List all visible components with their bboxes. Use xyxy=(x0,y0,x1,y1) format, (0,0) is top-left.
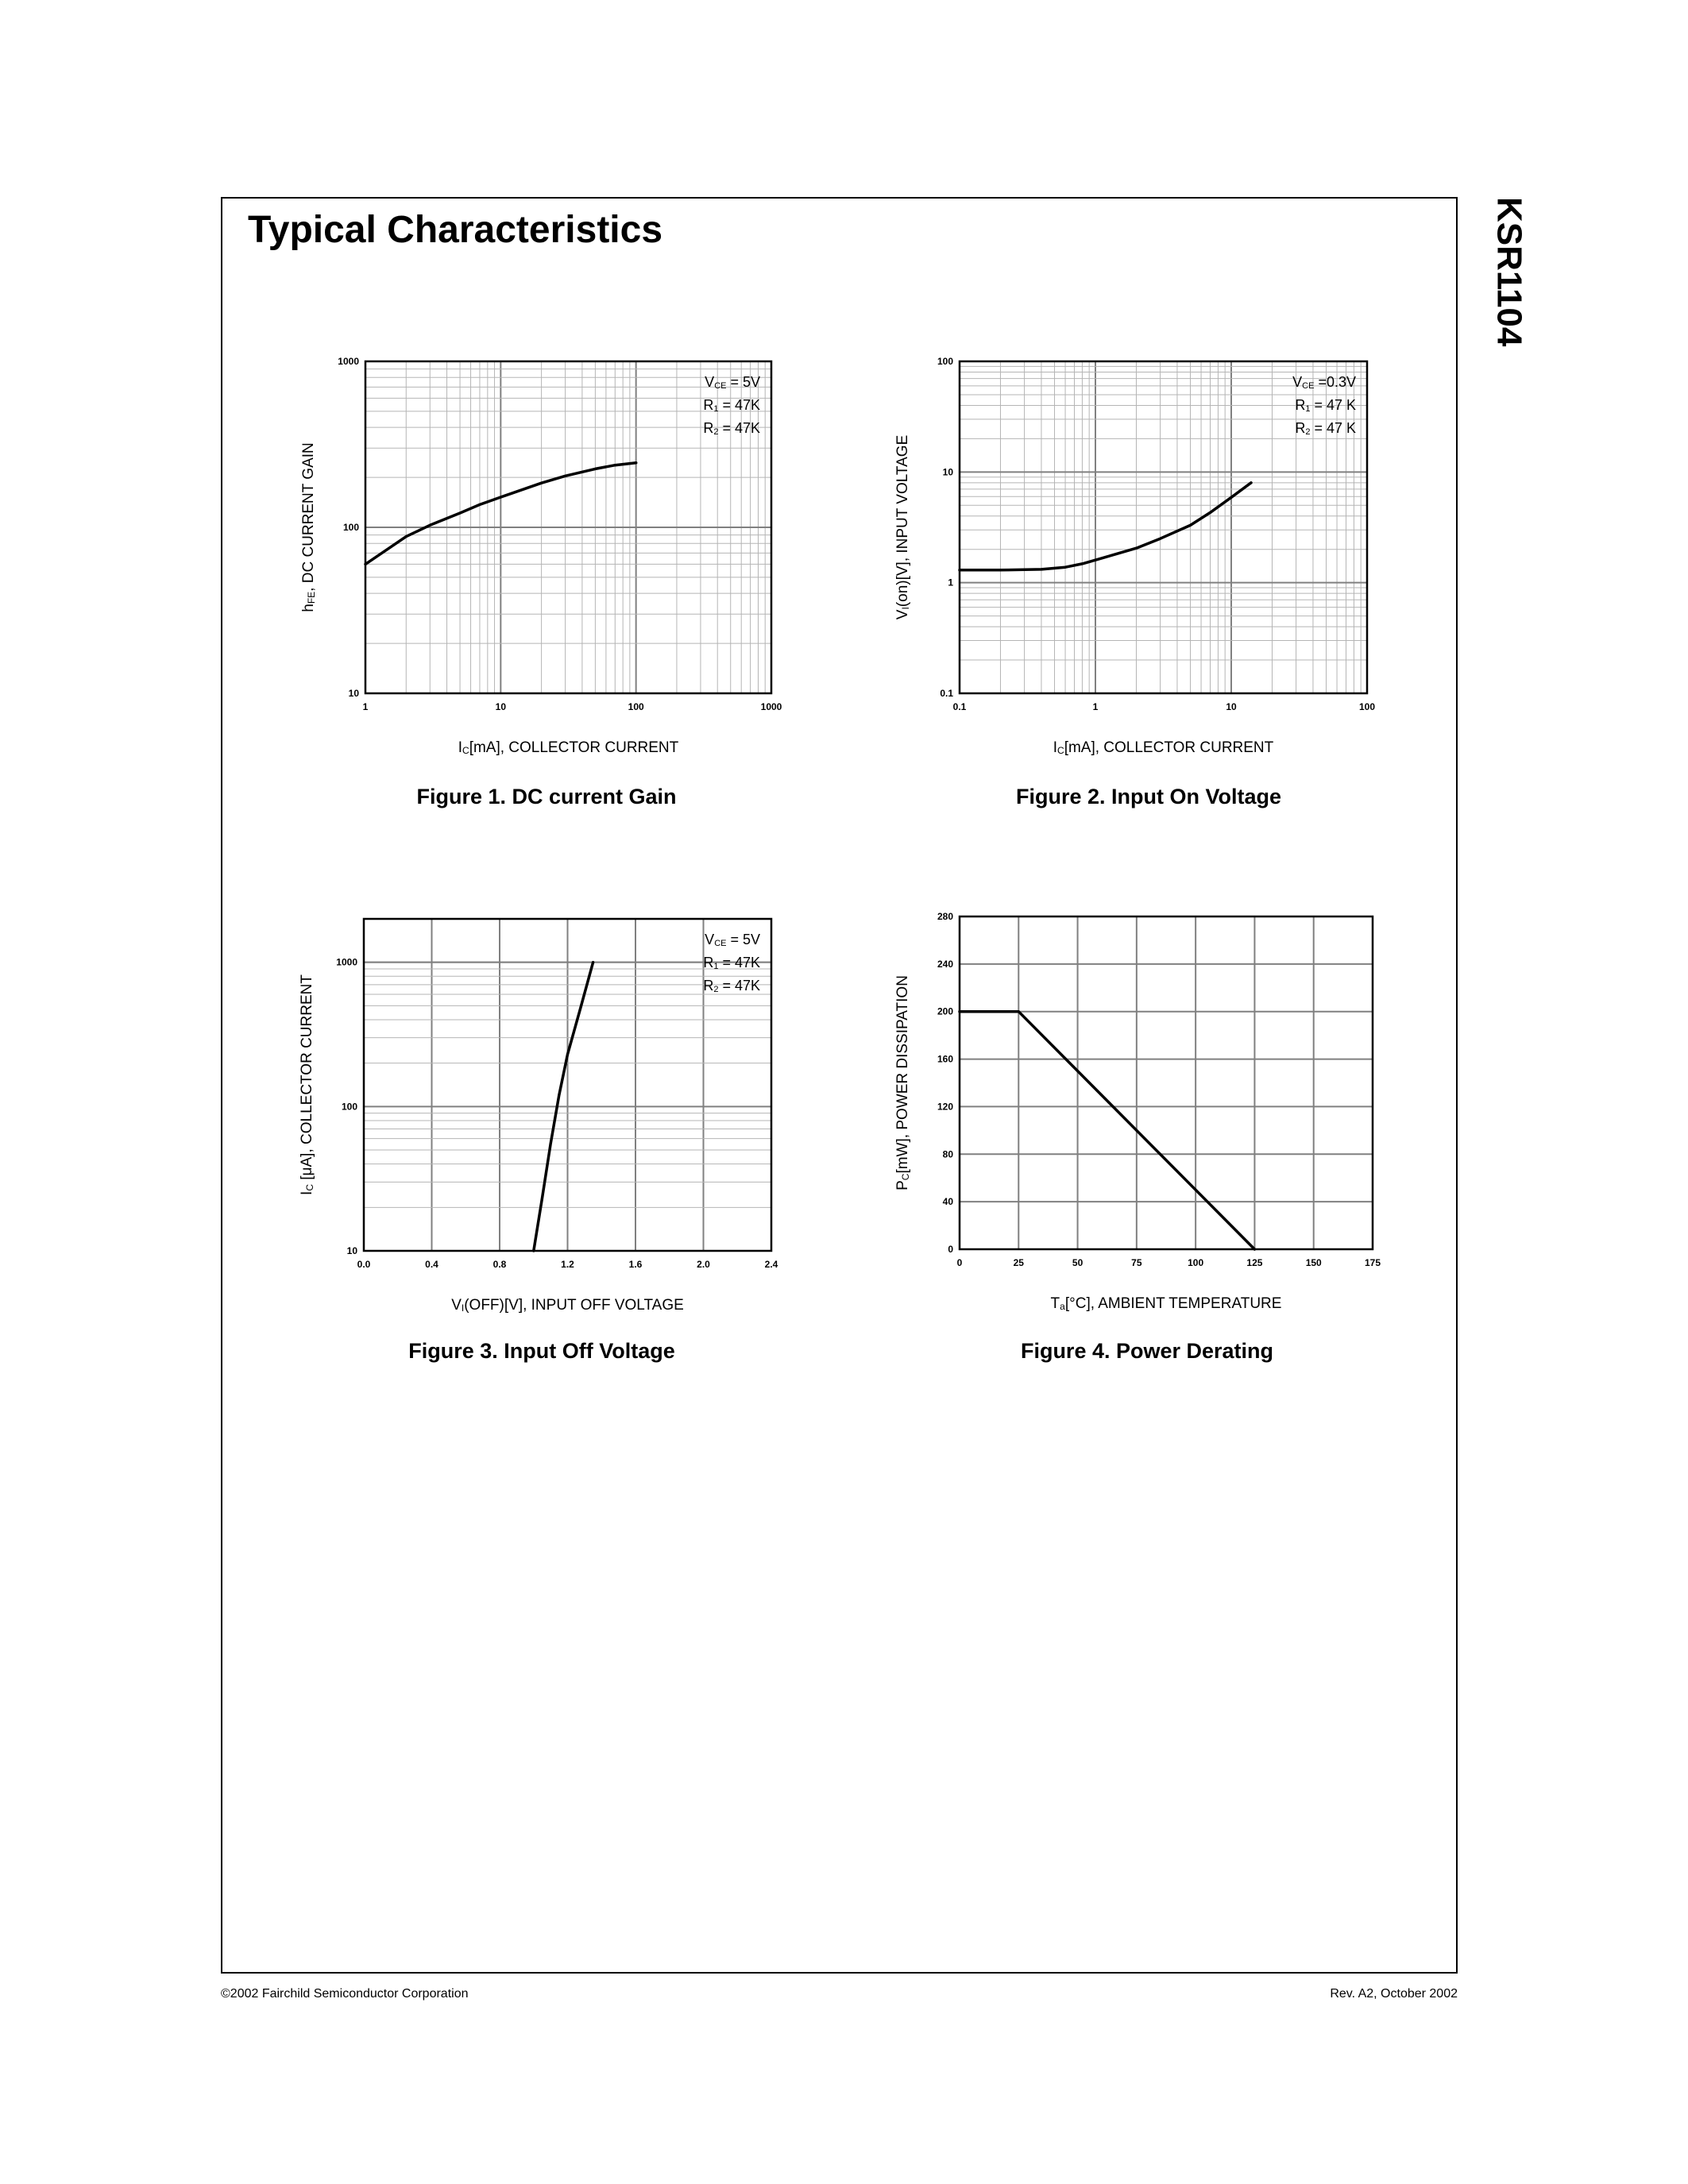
y-axis-label: PC[mW], POWER DISSIPATION xyxy=(894,975,912,1190)
figure-caption-3: Figure 3. Input Off Voltage xyxy=(408,1339,675,1363)
x-axis-label: VI(OFF)[V], INPUT OFF VOLTAGE xyxy=(451,1297,684,1314)
footer-copyright: ©2002 Fairchild Semiconductor Corporation xyxy=(221,1987,469,2001)
y-tick-label: 10 xyxy=(346,1245,357,1256)
page-title: Typical Characteristics xyxy=(248,209,663,251)
x-tick-label: 50 xyxy=(1072,1257,1083,1268)
x-tick-label: 0 xyxy=(956,1257,963,1268)
y-tick-label: 0.1 xyxy=(940,688,953,699)
chart-4 xyxy=(894,911,1381,1312)
y-tick-label: 100 xyxy=(342,522,359,533)
y-tick-label: 10 xyxy=(348,688,359,699)
x-axis-label: IC[mA], COLLECTOR CURRENT xyxy=(458,739,679,757)
x-tick-label: 2.0 xyxy=(697,1259,710,1270)
x-tick-label: 175 xyxy=(1364,1257,1381,1268)
x-tick-label: 100 xyxy=(1188,1257,1204,1268)
condition-label: R2 = 47 K xyxy=(1295,420,1356,437)
x-tick-label: 0.0 xyxy=(357,1259,371,1270)
x-tick-label: 150 xyxy=(1305,1257,1322,1268)
chart-3 xyxy=(299,919,778,1314)
x-tick-label: 1.6 xyxy=(628,1259,643,1270)
condition-label: VCE =0.3V xyxy=(1292,374,1356,391)
footer-revision: Rev. A2, October 2002 xyxy=(1330,1987,1458,2001)
condition-label: VCE = 5V xyxy=(705,374,760,391)
y-tick-label: 40 xyxy=(942,1196,953,1208)
x-tick-label: 0.1 xyxy=(952,701,967,712)
condition-label: VCE = 5V xyxy=(705,932,760,948)
y-tick-label: 1 xyxy=(948,577,953,588)
x-tick-label: 1000 xyxy=(760,701,782,712)
x-tick-label: 100 xyxy=(628,701,644,712)
y-tick-label: 80 xyxy=(942,1148,953,1160)
y-tick-label: 0 xyxy=(948,1244,953,1255)
x-tick-label: 10 xyxy=(495,701,507,712)
x-axis-label: Ta[°C], AMBIENT TEMPERATURE xyxy=(1050,1295,1282,1313)
y-tick-label: 280 xyxy=(937,911,953,922)
y-tick-label: 200 xyxy=(937,1005,953,1017)
x-axis-label: IC[mA], COLLECTOR CURRENT xyxy=(1053,739,1274,757)
x-tick-label: 1 xyxy=(1092,701,1099,712)
y-tick-label: 240 xyxy=(937,958,953,970)
chart-2 xyxy=(894,356,1375,756)
x-tick-label: 10 xyxy=(1226,701,1237,712)
y-tick-label: 120 xyxy=(937,1101,953,1113)
x-tick-label: 2.4 xyxy=(764,1259,778,1270)
figure-caption-2: Figure 2. Input On Voltage xyxy=(1015,785,1281,808)
x-tick-label: 0.8 xyxy=(492,1259,507,1270)
chart-4-grid xyxy=(960,916,1373,1249)
x-tick-label: 1 xyxy=(362,701,369,712)
x-tick-label: 125 xyxy=(1246,1257,1263,1268)
y-tick-label: 100 xyxy=(341,1101,357,1113)
condition-label: R2 = 47K xyxy=(703,420,760,437)
y-tick-label: 1000 xyxy=(336,956,357,968)
y-tick-label: 160 xyxy=(937,1053,953,1065)
figure-caption-1: Figure 1. DC current Gain xyxy=(416,785,677,808)
chart-1 xyxy=(300,356,782,756)
x-tick-label: 75 xyxy=(1131,1257,1142,1268)
y-tick-label: 100 xyxy=(937,356,953,367)
series-line xyxy=(960,483,1251,570)
y-axis-label: IC [μA], COLLECTOR CURRENT xyxy=(299,974,316,1195)
y-axis-label: VI(on)[V], INPUT VOLTAGE xyxy=(894,434,912,620)
x-tick-label: 0.4 xyxy=(425,1259,438,1270)
series-line xyxy=(960,1012,1254,1249)
condition-label: R2 = 47K xyxy=(703,978,760,994)
y-tick-label: 10 xyxy=(942,466,953,478)
condition-label: R1 = 47 K xyxy=(1295,397,1356,414)
x-tick-label: 1.2 xyxy=(561,1259,574,1270)
part-number-text: KSR1104 xyxy=(1489,197,1529,347)
chart-4-frame xyxy=(960,916,1373,1249)
figure-caption-4: Figure 4. Power Derating xyxy=(1020,1339,1274,1363)
x-tick-label: 25 xyxy=(1013,1257,1024,1268)
condition-label: R1 = 47K xyxy=(703,397,760,414)
condition-label: R1 = 47K xyxy=(703,955,760,971)
x-tick-label: 100 xyxy=(1358,701,1376,712)
y-axis-label: hFE, DC CURRENT GAIN xyxy=(300,442,318,612)
y-tick-label: 1000 xyxy=(338,356,359,367)
